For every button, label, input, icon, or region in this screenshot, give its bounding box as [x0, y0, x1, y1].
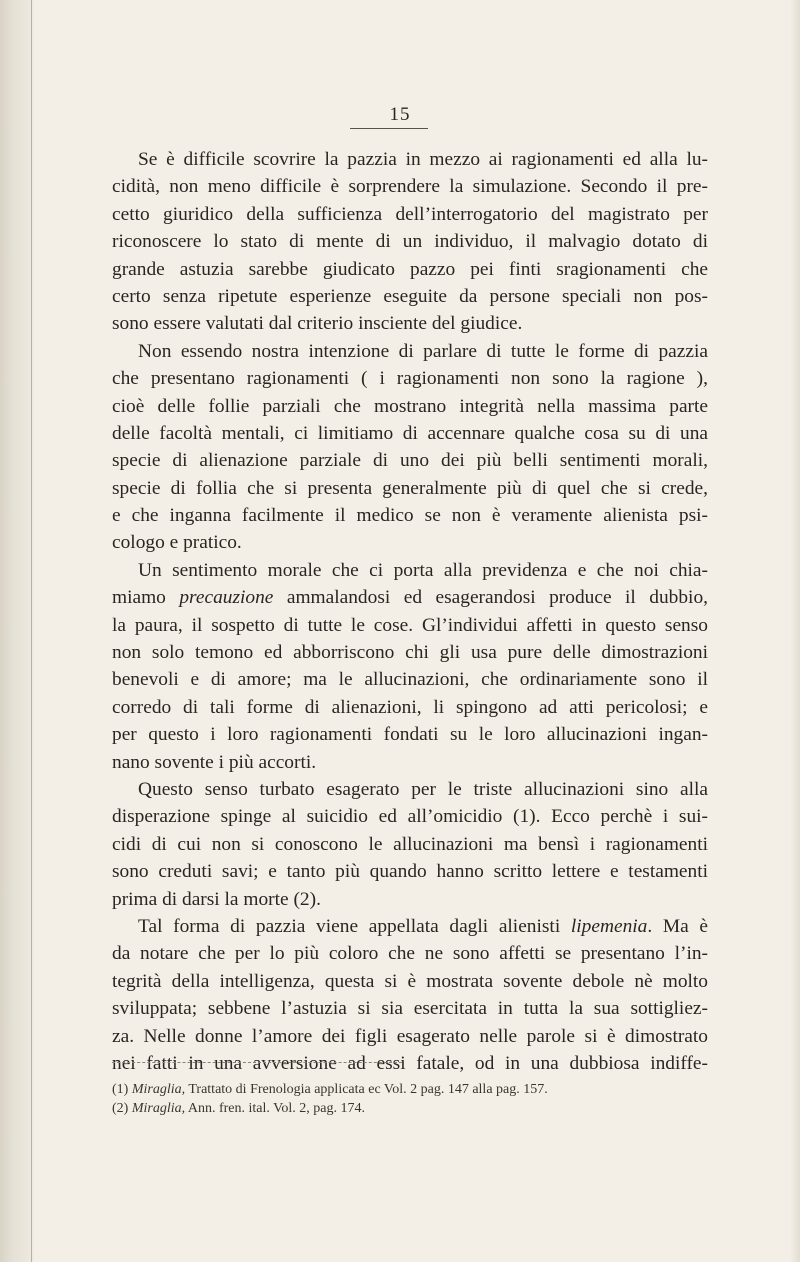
text-line: Non essendo nostra intenzione di parlare di tutte le forme di pazzia	[138, 340, 708, 362]
text-line: cidi di cui non si conoscono le allucinazioni ma bensì i ragionamenti	[112, 833, 708, 855]
text-line: za. Nelle donne l’amore dei figli esagerato nelle parole si è dimostrato	[112, 1025, 708, 1047]
text-line: sviluppata; sebbene l’astuzia si sia esercitata in tutta la sua sottigliez-	[112, 998, 708, 1020]
text-line: cioè delle follie parziali che mostrano integrità nella massima parte	[112, 395, 708, 417]
page-binding-edge	[0, 0, 34, 1262]
footnote-marker: (1)	[112, 1082, 129, 1097]
text-line: per questo i loro ragionamenti fondati su le loro allucinazioni ingan-	[112, 724, 708, 746]
footnote-marker: (2)	[112, 1101, 129, 1116]
footnote-2	[112, 1099, 712, 1118]
text-fragment: . Ma è	[647, 915, 709, 937]
text-line: sono creduti savi; e tanto più quando hanno scritto lettere e testamenti	[112, 861, 708, 883]
text-line: nano sovente i più accorti.	[112, 751, 317, 773]
italic-term: precauzione	[179, 587, 274, 609]
footnotes	[112, 1080, 712, 1118]
footnote-text: Trattato di Frenologia applicata ec Vol. 2 pag. 147 alla pag. 157.	[185, 1082, 548, 1097]
text-line: la paura, il sospetto di tutte le cose. Gl’individui affetti in questo senso	[112, 614, 708, 636]
footnote-1	[112, 1080, 712, 1099]
text-line: tegrità della intelligenza, questa si è mostrata sovente debole nè molto	[112, 970, 708, 992]
text-line: da notare che per lo più coloro che ne sono affetti se presentano l’in-	[112, 943, 708, 965]
text-line: Questo senso turbato esagerato per le triste allucinazioni sino alla	[138, 778, 708, 800]
text-line: certo senza ripetute esperienze eseguite da persone speciali non pos-	[112, 285, 708, 307]
page-number: 15	[389, 104, 411, 125]
text-line: cetto giuridico della sufficienza dell’interrogatorio del magistrato per	[112, 203, 708, 225]
text-line: non solo temono ed abborriscono chi gli usa pure delle dimostrazioni	[112, 642, 708, 664]
text-fragment: ammalandosi ed esagerandosi produce il dubbio,	[273, 587, 708, 609]
text-line	[112, 913, 708, 940]
footnote-author: Miraglia,	[131, 1101, 186, 1116]
text-line: cologo e pratico.	[112, 532, 242, 554]
text-line: delle facoltà mentali, ci limitiamo di accennare qualche cosa su di una	[112, 422, 708, 444]
text-line: benevoli e di amore; ma le allucinazioni, che ordinariamente sono il	[112, 669, 708, 691]
text-line: nei fatti in una avversione ad essi fatale, od in una dubbiosa indiffe-	[112, 1052, 708, 1074]
text-line: specie di alienazione parziale di uno dei più belli sentimenti morali,	[112, 450, 708, 472]
text-line: disperazione spinge al suicidio ed all’omicidio (1). Ecco perchè i sui-	[112, 806, 708, 828]
text-line: specie di follia che si presenta generalmente più di quel che si crede,	[112, 477, 708, 499]
text-line: riconoscere lo stato di mente di un individuo, il malvagio dotato di	[112, 231, 708, 253]
page-right-edge	[790, 0, 800, 1262]
italic-term: lipemenia	[570, 915, 648, 937]
body-text	[112, 146, 708, 1077]
text-fragment: Tal forma di pazzia viene appellata dagli alienisti	[138, 915, 571, 937]
text-line: che presentano ragionamenti ( i ragionamenti non sono la ragione ),	[112, 368, 708, 390]
text-line: Un sentimento morale che ci porta alla previdenza e che noi chia-	[138, 559, 708, 581]
text-line: e che inganna facilmente il medico se non è veramente alienista psi-	[112, 505, 708, 527]
footnote-author: Miraglia,	[131, 1082, 186, 1097]
text-fragment: miamo	[112, 587, 180, 609]
text-line: cidità, non meno difficile è sorprendere la simulazione. Secondo il pre-	[112, 176, 708, 198]
footnote-text: Ann. fren. ital. Vol. 2, pag. 174.	[185, 1101, 366, 1116]
text-line: grande astuzia sarebbe giudicato pazzo pei finti sragionamenti che	[112, 258, 708, 280]
page-number-rule	[350, 128, 428, 129]
text-line	[112, 584, 708, 611]
text-line: sono essere valutati dal criterio insciente del giudice.	[112, 313, 523, 335]
text-line: corredo di tali forme di alienazioni, li spingono ad atti pericolosi; e	[112, 696, 708, 718]
text-line: Se è difficile scovrire la pazzia in mezzo ai ragionamenti ed alla lu-	[138, 149, 708, 170]
footnote-separator	[112, 1062, 402, 1063]
text-line: prima di darsi la morte (2).	[112, 888, 321, 910]
